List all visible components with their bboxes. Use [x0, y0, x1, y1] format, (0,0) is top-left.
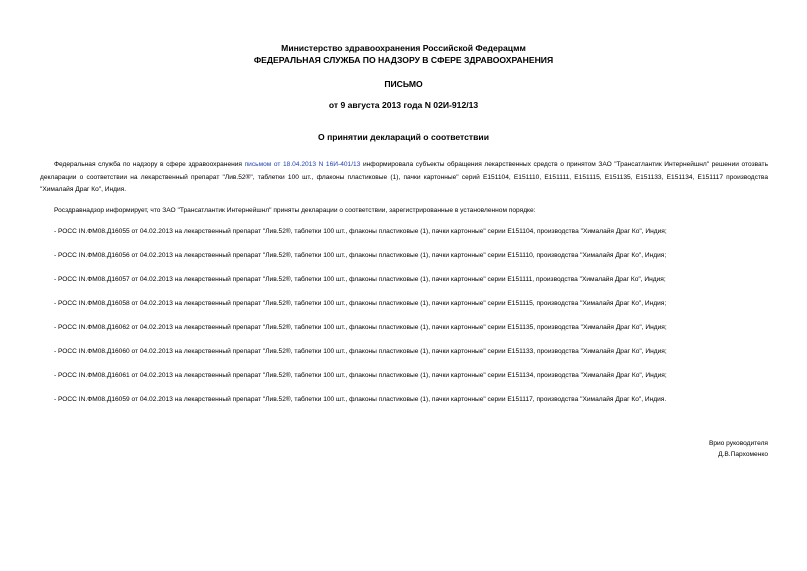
- signatory-position: Врио руководителя: [708, 440, 768, 447]
- declaration-item: - РОСС IN.ФМ08.Д16056 от 04.02.2013 на лекарственный препарат "Лив.52®, таблетки 100 шт., флаконы пластиковые (1), пачки картонные" серии E151110, производства "Хималайя Драг Ко", Индия;: [54, 252, 667, 259]
- ministry-name: Министерство здравоохранения Российской Федерацмм: [281, 43, 526, 53]
- document-date-number: от 9 августа 2013 года N 02И-912/13: [328, 100, 479, 110]
- declaration-item: - РОСС IN.ФМ08.Д16059 от 04.02.2013 на лекарственный препарат "Лив.52®, таблетки 100 шт., флаконы пластиковые (1), пачки картонные" серии E151117, производства "Хималайя Драг Ко", Индия.: [54, 396, 667, 403]
- signatory-name: Д.В.Пархоменко: [718, 451, 768, 458]
- declaration-item: - РОСС IN.ФМ08.Д16055 от 04.02.2013 на лекарственный препарат "Лив.52®, таблетки 100 шт., флаконы пластиковые (1), пачки картонные" серии E151104, производства "Хималайя Драг Ко", Индия;: [54, 228, 667, 235]
- declaration-item: - РОСС IN.ФМ08.Д16058 от 04.02.2013 на лекарственный препарат "Лив.52®, таблетки 100 шт., флаконы пластиковые (1), пачки картонные" серии E151115, производства "Хималайя Драг Ко", Индия;: [54, 300, 667, 307]
- declaration-item: - РОСС IN.ФМ08.Д16062 от 04.02.2013 на лекарственный препарат "Лив.52®, таблетки 100 шт., флаконы пластиковые (1), пачки картонные" серии E151135, производства "Хималайя Драг Ко", Индия;: [54, 324, 667, 331]
- document-type: ПИСЬМО: [384, 79, 423, 89]
- declaration-item: - РОСС IN.ФМ08.Д16057 от 04.02.2013 на лекарственный препарат "Лив.52®, таблетки 100 шт., флаконы пластиковые (1), пачки картонные" серии E151111, производства "Хималайя Драг Ко", Индия;: [54, 276, 666, 283]
- letter-reference-link[interactable]: письмом от 18.04.2013 N 16И-401/13: [244, 161, 361, 168]
- intro-paragraph: [40, 159, 768, 197]
- intro-text-start: Федеральная служба по надзору в сфере здравоохранения: [54, 161, 245, 168]
- intro-text-end: информировала субъекты обращения лекарственных средств о принятом ЗАО "Трансатлантик Интернейшнл" решении отозвать декларации о соответствии на лекарственный препарат "Лив.52®", таблетки 100 шт., флаконы пластиковые (1), пачки картонные" серий E151104, E151110, E151111, E151115, E151135, E151133, E151134, E151117 производства "Хималайя Драг Ко", Индия.: [40, 161, 769, 193]
- document-subject: О принятии деклараций о соответствии: [318, 132, 489, 142]
- informs-paragraph: Росздравнадзор информирует, что ЗАО "Трансатлантик Интернейшнл" приняты декларации о соответствии, зарегистрированные в установленном порядке:: [54, 207, 536, 214]
- service-name: ФЕДЕРАЛЬНАЯ СЛУЖБА ПО НАДЗОРУ В СФЕРЕ ЗДРАВООХРАНЕНИЯ: [253, 55, 554, 65]
- declaration-item: - РОСС IN.ФМ08.Д16061 от 04.02.2013 на лекарственный препарат "Лив.52®, таблетки 100 шт., флаконы пластиковые (1), пачки картонные" серии E151134, производства "Хималайя Драг Ко", Индия;: [54, 372, 667, 379]
- declaration-item: - РОСС IN.ФМ08.Д16060 от 04.02.2013 на лекарственный препарат "Лив.52®, таблетки 100 шт., флаконы пластиковые (1), пачки картонные" серии E151133, производства "Хималайя Драг Ко", Индия;: [54, 348, 667, 355]
